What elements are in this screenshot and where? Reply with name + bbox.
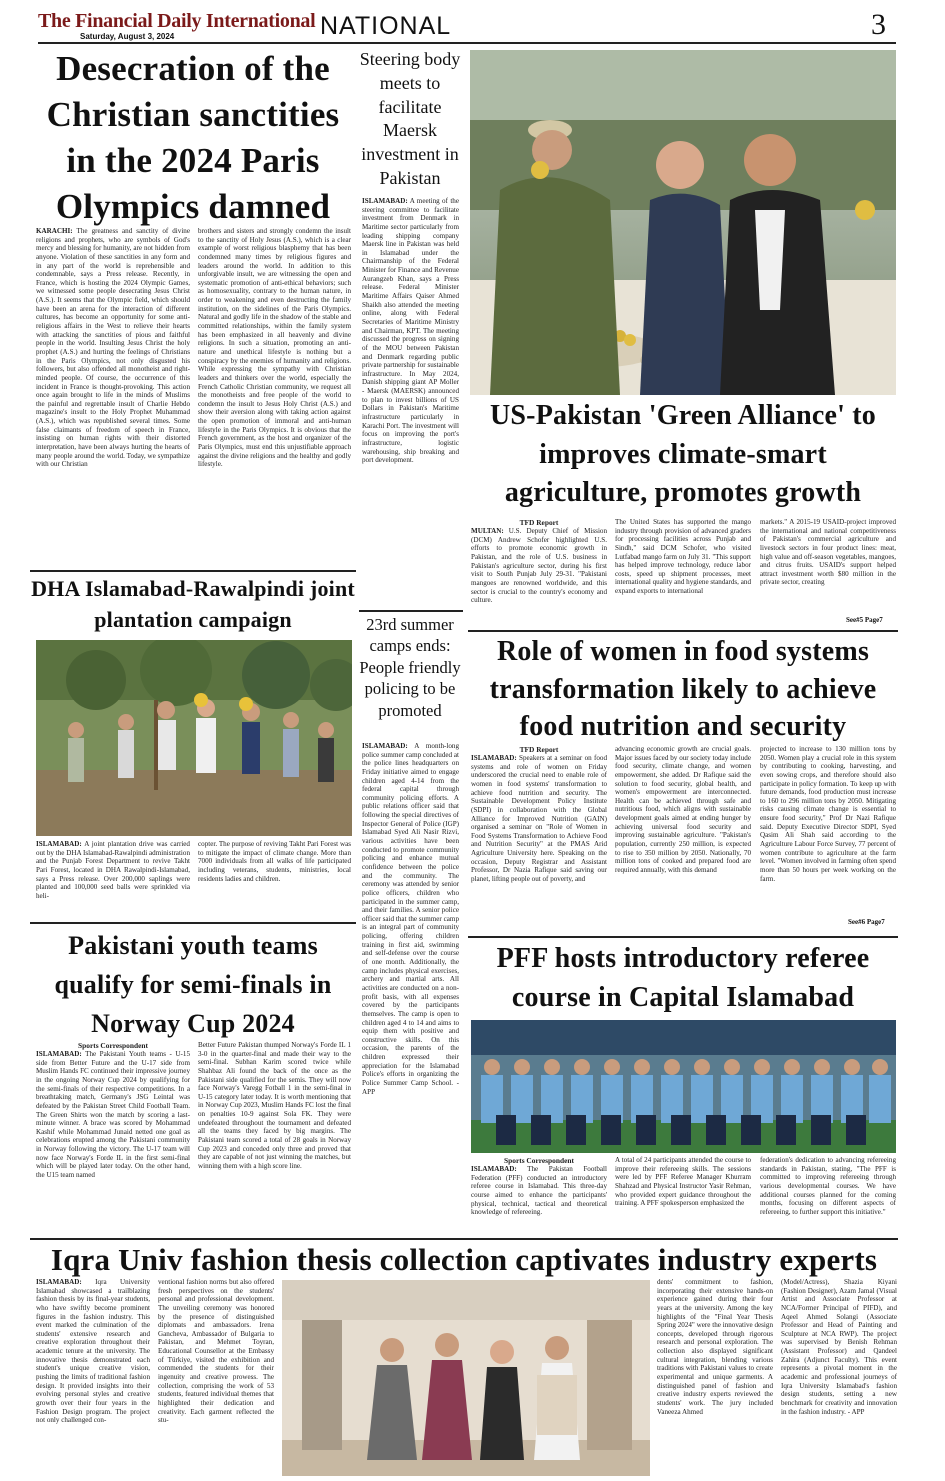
dateline: ISLAMABAD: bbox=[362, 197, 408, 205]
body-women-food-col1 bbox=[471, 745, 607, 935]
headline-green-alliance: US-Pakistan 'Green Alliance' to improves climate-smart agriculture, promotes growth bbox=[489, 400, 877, 509]
divider bbox=[468, 936, 898, 938]
body-green-alliance-col1 bbox=[471, 518, 607, 628]
divider bbox=[30, 1238, 898, 1240]
body-text: A meeting of the steering committee to facilitate investment from Denmark in Maritime sector particularly from leading shipping company Maersk line in Pakistan was held in Islamabad under the Chairmanship of the Federal Minister for Finance and Revenue Aurangzeb Khan, says a Press release. Federal Minister Maritime Affairs Qaiser Ahmed Shaikh also attended the meeting online, along with Federal Secretaries of Maritime Ministry and Chairman, KPT. The meeting discussed the progress on signing of the MOU between Pakistan and Denmark regarding public private partnership for sustainable infrastructure. In May 2024, Danish shipping giant AP Moller - Maersk (MAERSK) announced to plan to invest billions of US Dollars in Pakistan's Maritime infrastructure particularly in Karachi Port. The investment will focus on improving the port's infrastructure, logistic warehousing, ship breaking and port development. bbox=[362, 197, 459, 465]
dateline: ISLAMABAD: bbox=[36, 1050, 82, 1059]
issue-date: Saturday, August 3, 2024 bbox=[80, 32, 175, 41]
photo-fashion-exhibition bbox=[282, 1280, 650, 1476]
photo-referee-course bbox=[471, 1020, 896, 1153]
body-iqra-col2: ventional fashion norms but also offered fresh perspectives on the students' personal and professional development. The unveiling ceremony was honored by the presence of distinguished diplomats and ambassadors. Irena Gancheva, Ambassador of Bulgaria to Pakistan, and Mehmet Toyran, Educational Counsellor at the Embassy of Türkiye, visited the exhibition and commended the students for their ingenuity and creative prowess. The collection, comprising the work of 53 students, featured individual themes that highlighted their dedication and creativity. Each garment reflected the stu- bbox=[158, 1278, 274, 1425]
body-pff-col2: A total of 24 participants attended the course to improve their refereeing skills. The sessions were led by PFF Referee Manager Khurram Shahzad and Physical Instructor Yasir Rehman, who provided expert guidance throughout the training. A PFF spokesperson emphasized the bbox=[615, 1156, 751, 1208]
dateline: KARACHI: bbox=[36, 227, 73, 235]
body-green-alliance-col3: markets." A 2015-19 USAID-project improved the international and national competitiveness of Pakistan's commercial agriculture and livestock sectors in four product lines: meat, high value and off-season vegetables, mangoes, and citrus fruits. USAID's support helped attract investment worth $80 million in the private sector, creating bbox=[760, 518, 896, 587]
byline: TFD Report bbox=[519, 518, 559, 527]
masthead-rule bbox=[38, 42, 896, 44]
paper-name: The Financial Daily International bbox=[38, 10, 316, 32]
headline-norway: Pakistani youth teams qualify for semi-finals in Norway Cup 2024 bbox=[54, 931, 332, 1038]
headline-pff: PFF hosts introductory referee course in Capital Islamabad bbox=[496, 943, 870, 1013]
headline-summer-camp: 23rd summer camps ends: People friendly policing to be promoted bbox=[359, 615, 461, 720]
body-norway-col2: Better Future Pakistan thumped Norway's Forde IL 1 3-0 in the quarter-final and made their way to the semi-final. Subhan Karim scored twice while Shahbaz Ali found the back of the once as the Pakistani side qualified for the semis. They will now face Norway's Varegg Fotball 1 in the semi-final in U-15 category later today. It is worth mentioning that in Norway Cup 2023, Muslim Hands FC lost the final on penalties 10-9 against Sola FK. They were undefeated throughout the tournament and defeated all the teams they faced by big margins. The Pakistani team scored a total of 28 goals in Norway Cup 2023 and conceded only three and proved that they are capable of not just winning the matches, but winning them with a high score line. bbox=[198, 1041, 351, 1170]
body-dha-col1 bbox=[36, 840, 190, 920]
headline-iqra: Iqra Univ fashion thesis collection captivates industry experts bbox=[50, 1242, 878, 1277]
body-dha-col2: copter. The purpose of reviving Takht Pari Forest was to mitigate the impact of climate change. More than 7000 individuals from all walks of life participated including veterans, students, ministries, local residents ladies and children. bbox=[198, 840, 351, 883]
dateline: ISLAMABAD: bbox=[362, 742, 408, 750]
dateline: ISLAMABAD: bbox=[36, 1278, 82, 1286]
body-summer-camp bbox=[362, 742, 459, 1232]
divider bbox=[359, 610, 463, 612]
dateline: ISLAMABAD: bbox=[471, 1165, 517, 1174]
continuation-women-food: See#6 Page7 bbox=[848, 918, 885, 926]
masthead bbox=[38, 10, 918, 42]
divider bbox=[468, 630, 898, 632]
dateline: ISLAMABAD: bbox=[36, 840, 82, 848]
headline-desecration: Desecration of the Christian sanctities in the 2024 Paris Olympics damned bbox=[46, 49, 340, 226]
body-text: Speakers at a seminar on food systems and role of women on Friday underscored the crucial need to enable role of women in food systems' transformation to achieve food nutrition and security. The Sustainable Development Policy Institute (SDPI) in collaboration with the Global Alliance for Improved Nutrition (GAIN) organised a seminar on "Role of Women in Food Systems Transformation to Achieve Food and Nutrition Security" at the PMAS Arid Agriculture University here. Speaking on the occasion, Deputy Registrar and Assistant Professor, Dr Nazia Rafique said saving our planet, lifting people out of poverty, and bbox=[471, 754, 607, 883]
body-maersk bbox=[362, 197, 459, 607]
divider bbox=[30, 922, 356, 924]
body-women-food-col3: projected to increase to 130 million tons by 2050. Women play a crucial role in this system by contributing to cooking, harvesting, and even sowing crops, and therefore should also participate in policy formation. To keep up with future demands, food production must increase to 160 to 296 million tons by 2050. Mitigating risks causing climate change is essential to ensure food security," Prof Dr Nazi Rafique said. Deputy Executive Director SDPI, Syed Qasim Ali Shah said according to the Agriculture Labour Force Survey, 77 percent of women contribute to agriculture at the farm level. "Women involved in farming often spend more than 50 hours per week working on the farm. bbox=[760, 745, 896, 883]
body-iqra-col1 bbox=[36, 1278, 150, 1478]
photo-mango-visit bbox=[470, 50, 896, 395]
body-iqra-col3: dents' commitment to fashion, incorporating their extensive hands-on experience gained during their four years at the university. Among the key highlights of the "Final Year Thesis Spring 2024" were the innovative design concepts, developed through rigorous research and personal exploration. The collection also displayed significant cultural integration, blending various traditions with Pakistani values to create experimental and unique garments. A distinguished panel of fashion and creative industry experts reviewed the students' work. The jury included Vaneeza Ahmed bbox=[657, 1278, 773, 1416]
byline: TFD Report bbox=[519, 745, 559, 754]
headline-women-food: Role of women in food systems transformation likely to achieve food nutrition and security bbox=[489, 636, 877, 743]
body-desecration-col2: brothers and sisters and strongly condemn the insult to the sanctity of Holy Jesus (A.S.), which is a clear example of worst religious blasphemy that has been condemned many times by religious figures and leaders around the world. In addition to this unforgivable insult, we are witnessing the open and systematic promotion of anti-ethical behaviors; such as homosexuality, contrary to the human nature, in order to weakening and even destructing the family institution, on the sidelines of the Paris Olympics. Natural and godly life in the shadow of the stable and committed relationships, within the family system has been emphasized in all heavenly and divine religions. In such a situation, promoting an anti-nature and unethical lifestyle is nothing but a conspiracy by the enemies of humanity and religions. While expressing the sympathy with Christian leaders and thinkers over the world, especially the French Catholic Christian community, we request all the monotheists and free people of the world to condemn the insult to Jesus Holy Christ (A.S.) and show their aversion along with taking action against the open promotion of immoral and anti-human lifestyle in the Paris Olympics. It is obvious that the French government, as the host and organizer of the Paris Olympics, must end this unjustifiable approach against the divine religions and the healthy and godly lifestyle. bbox=[198, 227, 351, 469]
divider bbox=[30, 570, 356, 572]
body-text: Iqra University Islamabad showcased a trailblazing fashion thesis by its final-year students, who have swiftly become prominent figures in the fashion industry. This event marked the culmination of the students' extensive research and creative exploration throughout their academic tenure at the university. The innovative thesis demonstrated each student's unique creative vision, pushing the limits of traditional fashion design. It provided insights into their evolving personal styles and creative growth over their four years in the Fashion Design program. The project not only challenged con- bbox=[36, 1278, 150, 1425]
body-pff-col3: federation's dedication to advancing refereeing standards in Pakistan, stating, "The PFF is committed to improving refereeing through various developmental courses. We have additional courses planned for the coming months, focusing on different aspects of refereeing, to further support this initiative." bbox=[760, 1156, 896, 1216]
body-text: The Pakistan Football Federation (PFF) conducted an introductory referee course in Islamabad. This three-day course aimed to enhance the participants' physical, technical, tactical and theoretical knowledge of refereeing. bbox=[471, 1165, 607, 1217]
body-text: U.S. Deputy Chief of Mission (DCM) Andrew Schofer highlighted U.S. efforts to promote economic growth in Pakistan, and the role of U.S. business in Pakistan's agriculture sector, during his first visit to South Punjab July 29-31. "Pakistani mangoes are renowned worldwide, and this sector is crucial to the country's economy and culture. bbox=[471, 527, 607, 605]
body-pff-col1 bbox=[471, 1156, 607, 1236]
body-women-food-col2: advancing economic growth are crucial goals. Major issues faced by our society today include food security, climate change, and women empowerment, she added. Dr Rafique said the solution to food security, global health, and women's empowerment are interconnected. Health can be achieved through safe and nutritious food, which aligns with sustainable development goals aimed at ending hunger by achieving universal food security and improving sustainable agriculture. "Pakistan's population, currently 250 million, is expected to rise to 350 million by 2050. Nationally, 70 million tons of cooked and prepared food are required annually, with this demand bbox=[615, 745, 751, 874]
body-green-alliance-col2: The United States has supported the mango industry through provision of advanced graders for processing facilities across Punjab and Sindh," said DCM Schofer, who visited Lutfabad mango farm on July 31. "This support has helped improve technology, reduce labor costs, speed up shipment processes, meet international quality and hygiene standards, and expand exports to international bbox=[615, 518, 751, 596]
byline: Sports Correspondent bbox=[504, 1156, 574, 1165]
dateline: ISLAMABAD: bbox=[471, 754, 517, 763]
body-text: A month-long police summer camp concluded at the police lines headquarters on Friday initiative aimed to engage children aged 4-14 from the federal capital through community policing efforts. A public relations officer said that following the special directives of Inspector General of Police (IGP) Islamabad Syed Ali Nasir Rizvi, various activities have been conducted to promote community policing and enhance mutual confidence between the police and the community. The ceremony was attended by senior police officers, children who participated in the summer camp, and their families. A senior police officer said that the summer camp is an integral part of community policing, offering children training in first aid, swimming and self-defense over the course of one month. Additionally, the camp includes physical exercises, archery and martial arts. All activities are conducted on a non-profit basis, with all expenses covered by the participants themselves. The camp is open to children aged 4 to 14 and aims to equip them with positive and constructive skills. On this occasion, the parents of the children expressed their appreciation for the Islamabad Police's efforts in organizing the Police Summer Camp School. - APP bbox=[362, 742, 459, 1096]
dateline: MULTAN: bbox=[471, 527, 504, 536]
body-norway-col1 bbox=[36, 1041, 190, 1236]
body-text: The greatness and sanctity of divine religions and prophets, who are symbols of God's mercy and blessing for humanity, are not hidden from anyone. Violation of these sanctities in any form and in any part of the world is reprehensible and condemnable, says a Press release. Recently, in France, which is hosting the 2024 Olympic Games, we witnessed some people desecrating Jesus Christ (A.S.). It seems that the Olympic field, which should have been an arena for the interaction of different cultures, has become an opportunity for some anti-religious affairs in the West to relieve their hearts with attacking the sanctities of pious and faithful people in the world. Insulting Jesus Christ the holy prophet (A.S.) and hurting the feelings of Christians in the Paris Olympics, not only disgusted his followers, but also offended all monotheist and right-minded people. Of course, the occurrence of this incident in France is thought-provoking. This action once again brought to life in the minds of Muslims the painful and regrettable insult of Charlie Hebdo magazine's insult to the Holy Prophet Muhammad (A.S.), which was republished several times. Some false claimants of freedom of speech in France, insisting on human rights with their distorted interpretation, have been always hurting the hearts of many people around the world. Today, we sympathize with our Christian bbox=[36, 227, 190, 469]
body-desecration-col1 bbox=[36, 227, 190, 567]
body-text: A joint plantation drive was carried out by the DHA Islamabad-Rawalpindi administration and the Punjab Forest Department to revive Takht Pari Forest, located in DHA Rawalpindi-Islamabad, says a Press release. Over 200,000 saplings were planted and 100,000 seed balls were sprinkled via heli- bbox=[36, 840, 190, 900]
continuation-green-alliance: See#5 Page7 bbox=[846, 616, 883, 624]
byline: Sports Correspondent bbox=[78, 1041, 148, 1050]
headline-dha: DHA Islamabad-Rawalpindi joint plantation campaign bbox=[31, 576, 355, 632]
section-name: NATIONAL bbox=[320, 12, 452, 40]
page-number: 3 bbox=[871, 8, 886, 41]
photo-plantation bbox=[36, 640, 352, 836]
body-iqra-col4: (Model/Actress), Shazia Kiyani (Fashion Designer), Azam Jamal (Visual Artist and Associate Professor at NCA/Former Principal of PIFD), and Aqeel Ahmed Solangi (Associate Professor and Head of Painting and Sculpture at NCA RWP). The project was supervised by Benish Rehman (Assistant Professor) and Qandeel Zahira (Adjunct Faculty). This event represents a pivotal moment in the academic and professional journeys of Iqra University Islamabad's fashion design students, setting a new benchmark for creativity and innovation in the fashion industry. - APP bbox=[781, 1278, 897, 1416]
body-text: The Pakistani Youth teams - U-15 side from Better Future and the U-17 side from Muslim Hands FC continued their impressive journey in the ongoing Norway Cup 2024 by qualifying for the semi-finals of their respective competitions. In a breathtaking match, Germany's JSG Leintal was defeated by the Pakistan Street Child Football Team. The Green Shirts won the match by scoring a last-minute winner. A brace was scored by Mohammad Kashif while Mohammad Junaid netted one goal as celebrations erupted among the Pakistani community in Norway following the victory. The U-17 team will now face Norway's Forde IL in the first semi-final which will be played later today. On the other hand, the U15 team named bbox=[36, 1050, 190, 1179]
headline-maersk: Steering body meets to facilitate Maersk investment in Pakistan bbox=[359, 49, 461, 188]
